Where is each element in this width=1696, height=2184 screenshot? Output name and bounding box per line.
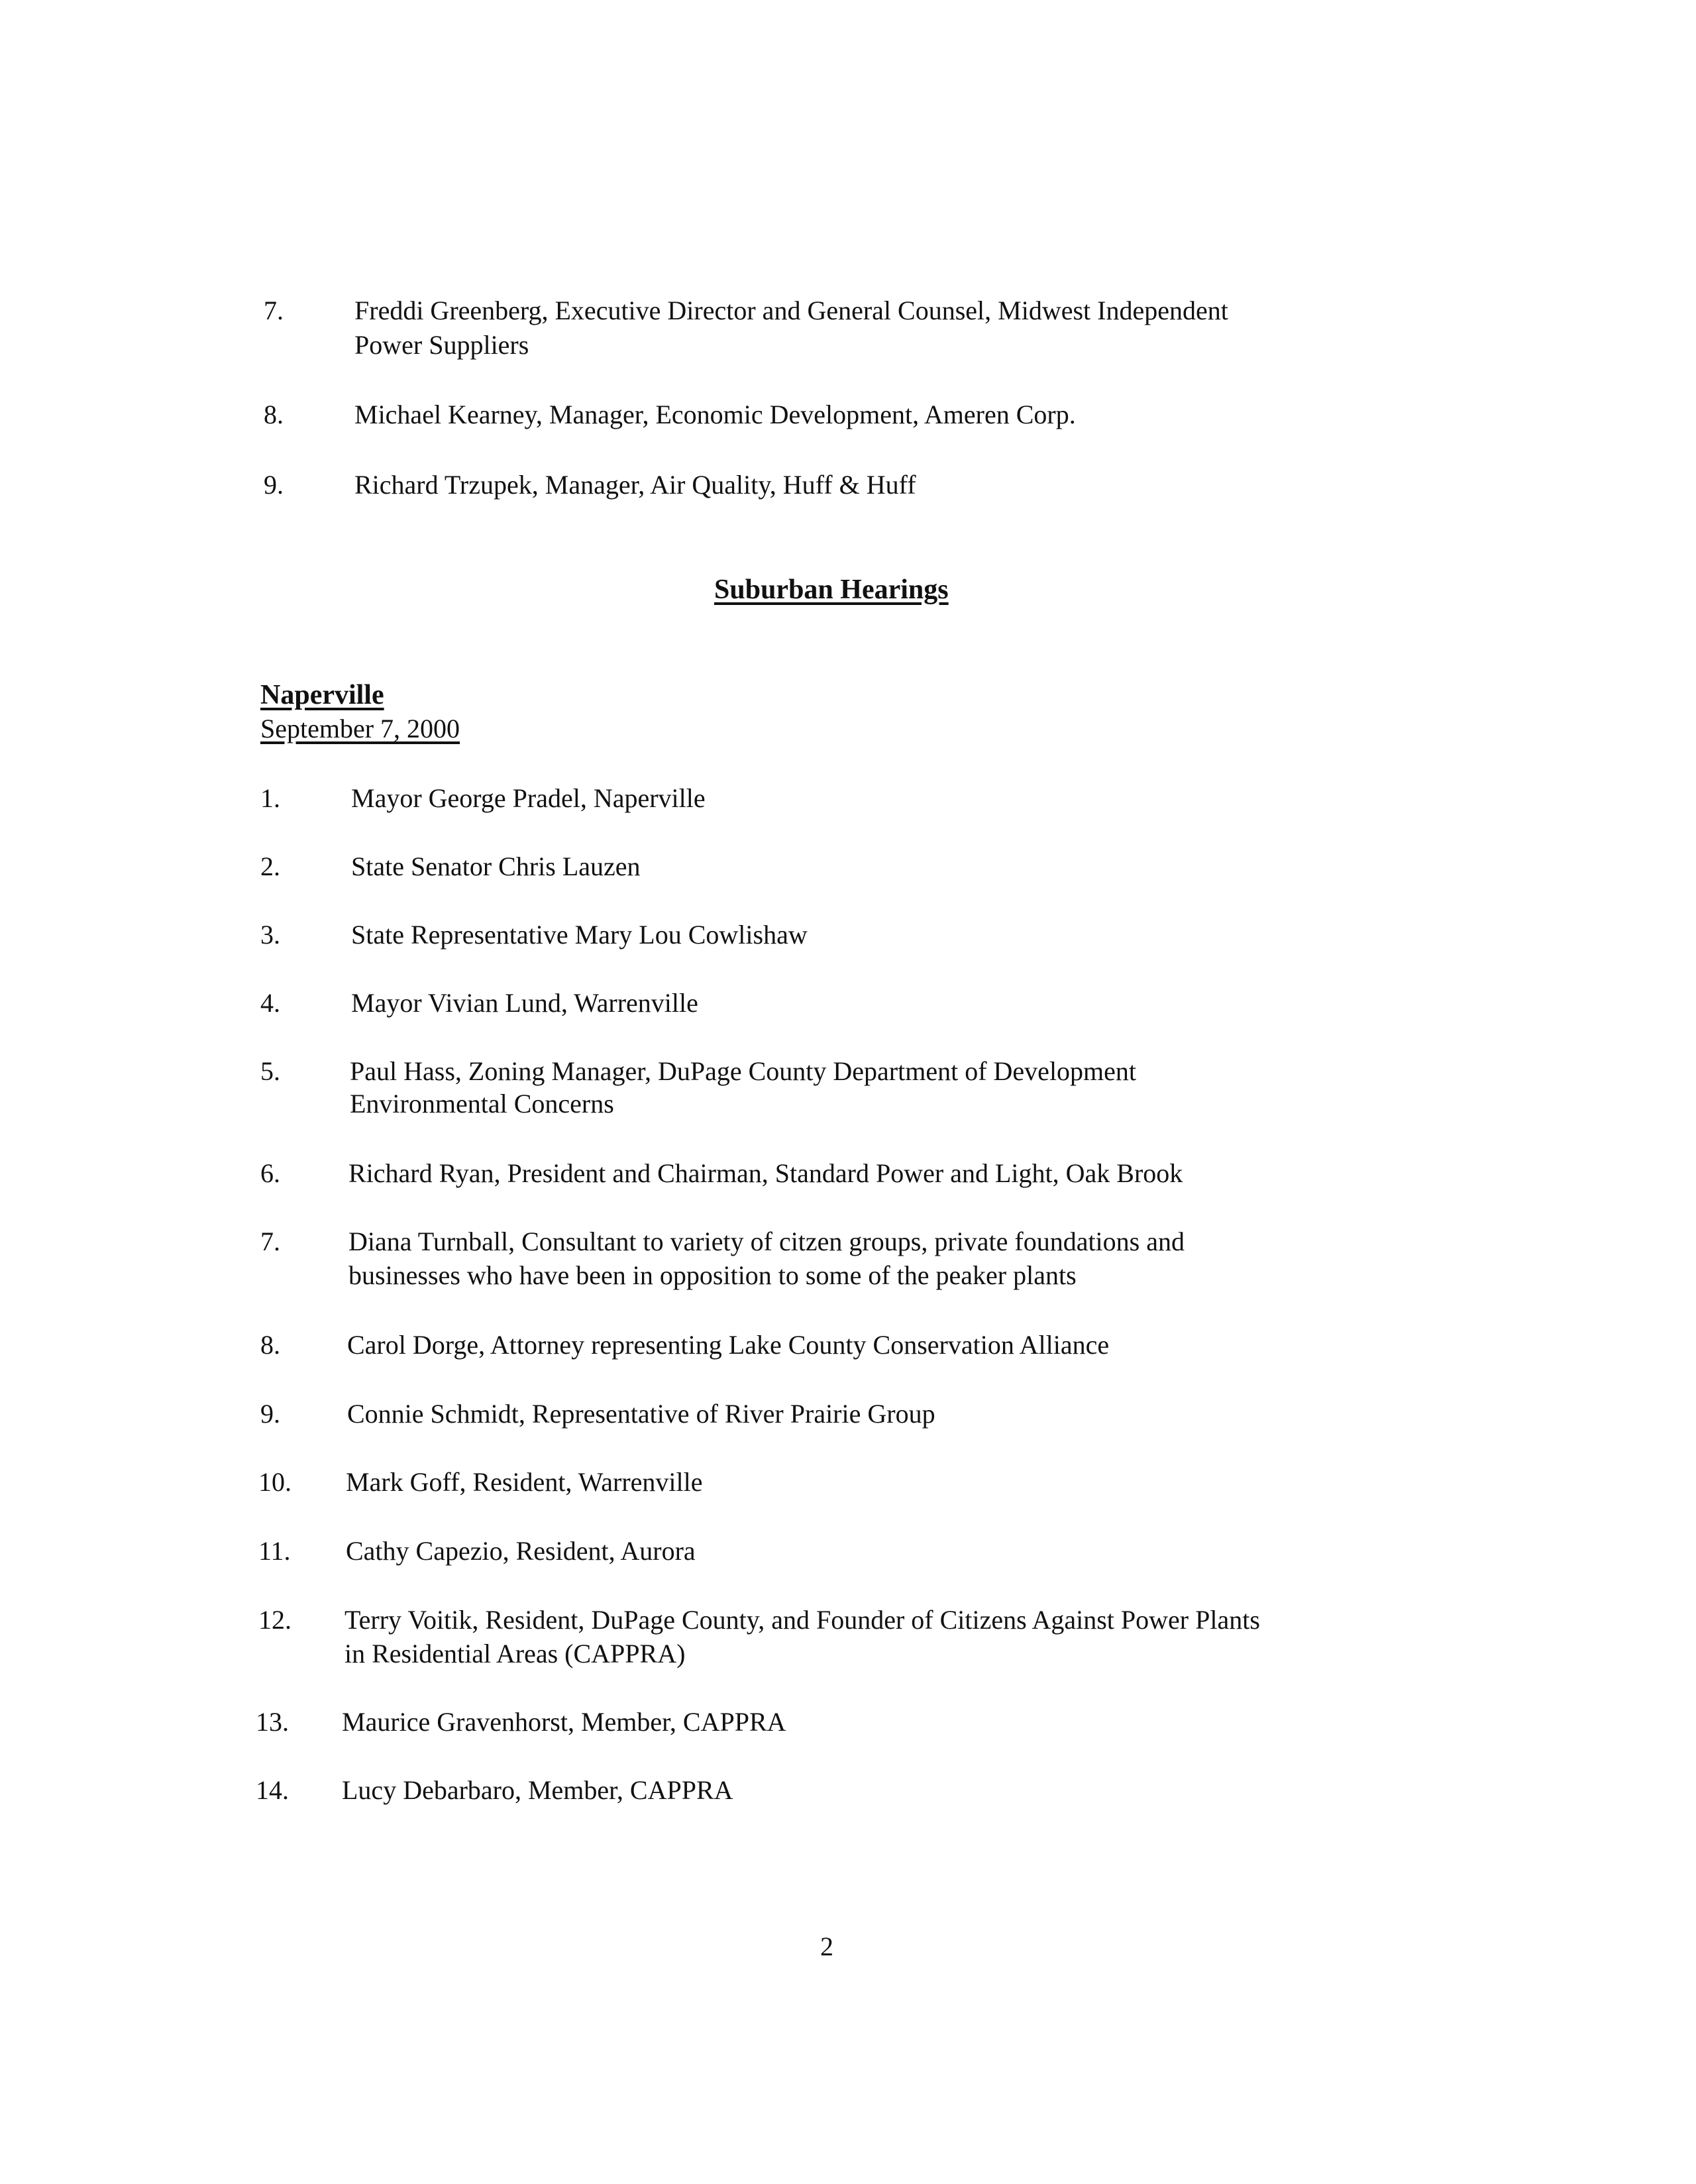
list-item-number: 9. bbox=[260, 1399, 280, 1429]
list-item-line: Terry Voitik, Resident, DuPage County, and Founder of Citizens Against Power Plants bbox=[344, 1605, 1260, 1635]
section-heading: Suburban Hearings bbox=[714, 574, 949, 605]
list-item-line: Richard Ryan, President and Chairman, Standard Power and Light, Oak Brook bbox=[348, 1158, 1183, 1188]
list-item-number: 7. bbox=[264, 296, 284, 325]
list-item-line: Cathy Capezio, Resident, Aurora bbox=[346, 1536, 696, 1566]
list-item-line: businesses who have been in opposition to some of the peaker plants bbox=[348, 1260, 1077, 1290]
list-item-line: Diana Turnball, Consultant to variety of citzen groups, private foundations and bbox=[348, 1227, 1185, 1256]
list-item-number: 8. bbox=[264, 400, 284, 429]
list-item-line: Maurice Gravenhorst, Member, CAPPRA bbox=[342, 1707, 786, 1737]
list-item-line: Carol Dorge, Attorney representing Lake County Conservation Alliance bbox=[347, 1330, 1110, 1360]
list-item-number: 6. bbox=[260, 1158, 280, 1188]
list-item-line: Mayor Vivian Lund, Warrenville bbox=[351, 988, 698, 1018]
list-item-number: 1. bbox=[260, 783, 280, 813]
list-item-number: 10. bbox=[258, 1467, 292, 1497]
list-item-number: 3. bbox=[260, 920, 280, 950]
list-item-number: 2. bbox=[260, 851, 280, 881]
list-item-number: 4. bbox=[260, 988, 280, 1018]
list-item-line: Freddi Greenberg, Executive Director and General Counsel, Midwest Independent bbox=[354, 296, 1228, 325]
list-item-number: 12. bbox=[258, 1605, 292, 1635]
list-item-line: Richard Trzupek, Manager, Air Quality, Huff & Huff bbox=[354, 470, 916, 500]
list-item-number: 5. bbox=[260, 1056, 280, 1086]
list-item-line: State Representative Mary Lou Cowlishaw bbox=[351, 920, 808, 950]
list-item-line: Power Suppliers bbox=[354, 330, 529, 360]
list-item-number: 13. bbox=[256, 1707, 289, 1737]
list-item-line: Mark Goff, Resident, Warrenville bbox=[346, 1467, 703, 1497]
list-item-number: 7. bbox=[260, 1227, 280, 1256]
list-item-line: Michael Kearney, Manager, Economic Development, Ameren Corp. bbox=[354, 400, 1076, 429]
page-number: 2 bbox=[820, 1932, 833, 1961]
list-item-line: Paul Hass, Zoning Manager, DuPage County Department of Development bbox=[350, 1056, 1137, 1086]
list-item-line: Connie Schmidt, Representative of River Prairie Group bbox=[347, 1399, 935, 1429]
location-name: Naperville bbox=[260, 680, 384, 710]
list-item-number: 8. bbox=[260, 1330, 280, 1360]
location-date: September 7, 2000 bbox=[260, 714, 460, 743]
list-item-line: Mayor George Pradel, Naperville bbox=[351, 783, 706, 813]
list-item-line: Lucy Debarbaro, Member, CAPPRA bbox=[342, 1775, 733, 1805]
list-item-number: 11. bbox=[258, 1536, 291, 1566]
list-item-line: State Senator Chris Lauzen bbox=[351, 851, 641, 881]
list-item-line: Environmental Concerns bbox=[350, 1089, 614, 1119]
list-item-number: 9. bbox=[264, 470, 284, 500]
list-item-line: in Residential Areas (CAPPRA) bbox=[344, 1639, 686, 1668]
list-item-number: 14. bbox=[256, 1775, 289, 1805]
